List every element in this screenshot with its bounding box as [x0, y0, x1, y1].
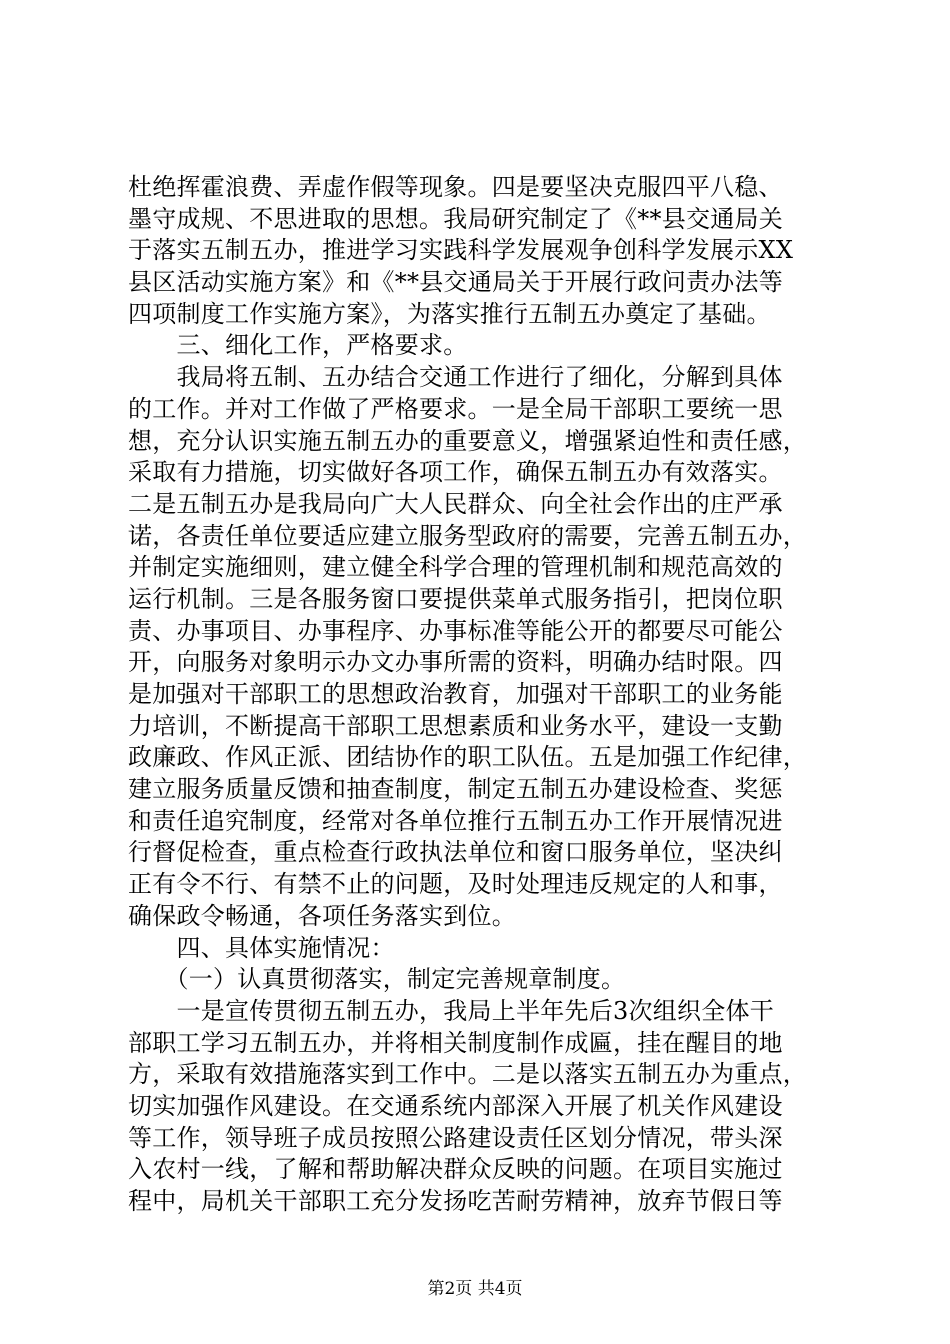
text-line: 建立服务质量反馈和抽查制度，制定五制五办建设检查、奖惩 — [128, 775, 783, 804]
text-line: 政廉政、作风正派、团结协作的职工队伍。五是加强工作纪律， — [128, 743, 807, 772]
text-line: 切实加强作风建设。在交通系统内部深入开展了机关作风建设 — [128, 1091, 783, 1120]
text-line: 正有令不行、有禁不止的问题，及时处理违反规定的人和事， — [128, 870, 783, 899]
text-line: 确保政令畅通，各项任务落实到位。 — [128, 901, 516, 930]
text-line: 力培训，不断提高干部职工思想素质和业务水平，建设一支勤 — [128, 711, 783, 740]
text-line: 于落实五制五办，推进学习实践科学发展观争创科学发展示XX — [128, 236, 794, 265]
text-line: 等工作，领导班子成员按照公路建设责任区划分情况，带头深 — [128, 1123, 783, 1152]
text-line: 责、办事项目、办事程序、办事标准等能公开的都要尽可能公 — [128, 616, 783, 645]
text-line: 墨守成规、不思进取的思想。我局研究制定了《**县交通局关 — [128, 204, 783, 233]
text-line: 入农村一线，了解和帮助解决群众反映的问题。在项目实施过 — [128, 1155, 783, 1184]
text-line: 开，向服务对象明示办文办事所需的资料，明确办结时限。四 — [128, 648, 783, 677]
text-line: 想，充分认识实施五制五办的重要意义，增强紧迫性和责任感， — [128, 426, 807, 455]
text-line: 县区活动实施方案》和《**县交通局关于开展行政问责办法等 — [128, 268, 783, 297]
text-line: 程中，局机关干部职工充分发扬吃苦耐劳精神，放弃节假日等 — [128, 1187, 783, 1215]
text-line: 是加强对干部职工的思想政治教育，加强对干部职工的业务能 — [128, 680, 783, 708]
text-line: 诺，各责任单位要适应建立服务型政府的需要，完善五制五办， — [128, 521, 807, 550]
page-footer: 第2页 共4页 — [427, 1279, 523, 1299]
text-line: 三、细化工作，严格要求。 — [128, 331, 468, 360]
text-line: 采取有力措施，切实做好各项工作，确保五制五办有效落实。 — [128, 458, 783, 487]
text-line: 的工作。并对工作做了严格要求。一是全局干部职工要统一思 — [128, 394, 783, 423]
body-text — [128, 172, 828, 1218]
text-line: 运行机制。三是各服务窗口要提供菜单式服务指引，把岗位职 — [128, 584, 783, 613]
text-line: （一）认真贯彻落实，制定完善规章制度。 — [128, 965, 626, 994]
text-line: 四、具体实施情况： — [128, 933, 395, 962]
text-line: 杜绝挥霍浪费、弄虚作假等现象。四是要坚决克服四平八稳、 — [128, 173, 783, 201]
text-line: 一是宣传贯彻五制五办，我局上半年先后3次组织全体干 — [128, 996, 775, 1025]
text-line: 四项制度工作实施方案》，为落实推行五制五办奠定了基础。 — [128, 299, 771, 328]
text-line: 部职工学习五制五办，并将相关制度制作成匾，挂在醒目的地 — [128, 1028, 783, 1057]
text-line: 二是五制五办是我局向广大人民群众、向全社会作出的庄严承 — [128, 489, 783, 518]
text-line: 和责任追究制度，经常对各单位推行五制五办工作开展情况进 — [128, 806, 783, 835]
text-line: 方，采取有效措施落实到工作中。二是以落实五制五办为重点， — [128, 1060, 807, 1089]
text-line: 行督促检查，重点检查行政执法单位和窗口服务单位，坚决纠 — [128, 838, 783, 867]
text-line: 并制定实施细则，建立健全科学合理的管理机制和规范高效的 — [128, 553, 783, 582]
text-line: 我局将五制、五办结合交通工作进行了细化，分解到具体 — [128, 363, 783, 392]
